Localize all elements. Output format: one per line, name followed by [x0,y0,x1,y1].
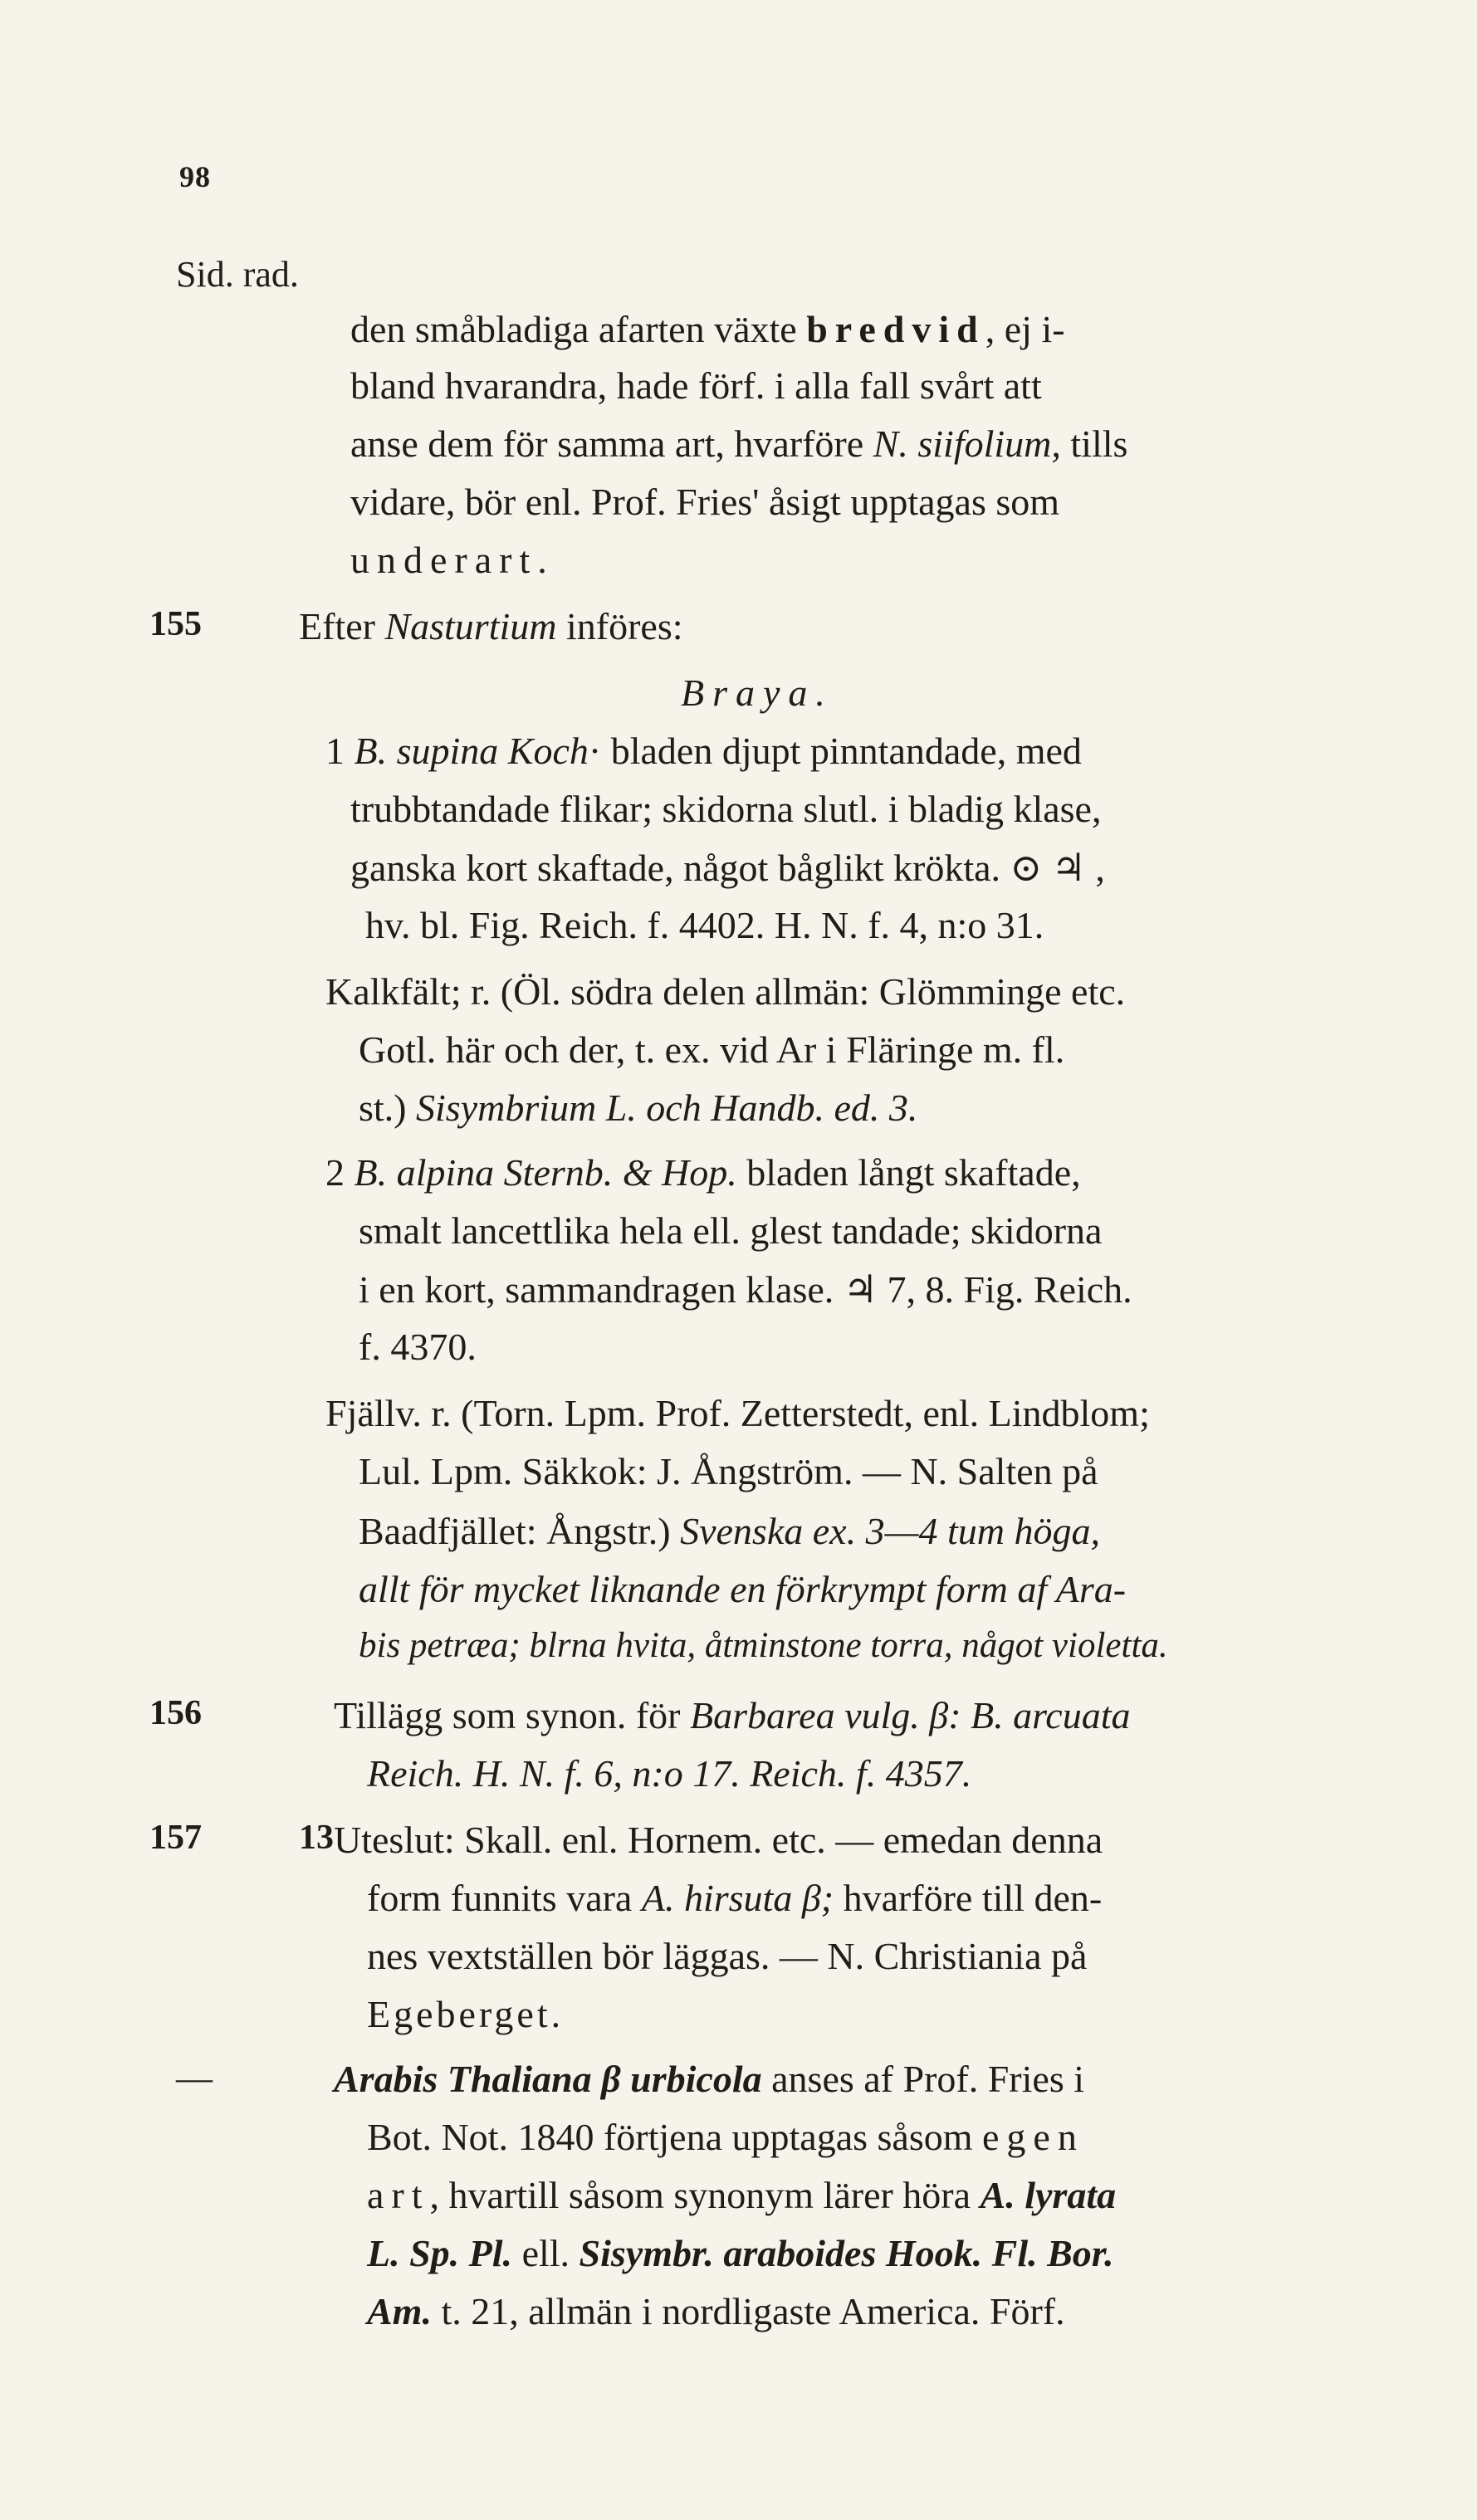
line-text: den småbladiga afarten växte bredvid, ej i- [350,308,1065,350]
line-text: Am. t. 21, allmän i nordligaste America. Förf. [367,2290,1065,2332]
text-line [0,2231,1477,2283]
line-text: Kalkfält; r. (Öl. södra delen allmän: Glömminge etc. [325,970,1126,1013]
text-line [0,1509,1477,1560]
line-text: L. Sp. Pl. ell. Sisymbr. araboides Hook. Fl. Bor. [367,2232,1114,2274]
line-text: Gotl. här och der, t. ex. vid Ar i Fläringe m. fl. [359,1028,1065,1071]
text-line [0,1267,1477,1318]
line-ref-number: 13 [299,1819,334,1857]
text-line [0,1209,1477,1260]
line-text: vidare, bör enl. Prof. Fries' åsigt upptagas som [350,481,1060,523]
line-text: bland hvarandra, hade förf. i alla fall svårt att [350,364,1042,407]
text-line [0,1391,1477,1443]
text-line [0,422,1477,473]
line-text: ganska kort skaftade, något båglikt krökta. ⊙ ♃ , [350,847,1105,889]
line-text: i en kort, sammandragen klase. ♃ 7, 8. Fig. Reich. [359,1268,1132,1311]
text-line [0,364,1477,415]
line-text: trubbtandade flikar; skidorna slutl. i bladig klase, [350,788,1102,830]
line-text: smalt lancettlika hela ell. glest tandade; skidorna [359,1209,1103,1252]
line-text: Fjällv. r. (Torn. Lpm. Prof. Zetterstedt, enl. Lindblom; [325,1392,1150,1434]
line-text: form funnits vara A. hirsuta β; hvarföre till den- [367,1877,1103,1919]
line-text: Lul. Lpm. Säkkok: J. Ångström. — N. Salten på [359,1450,1098,1492]
text-line [0,1567,1477,1619]
page-ref-number: 157 [149,1819,202,1857]
text-line [0,729,1477,780]
text-line [0,1693,1477,1745]
text-line [0,2173,1477,2225]
line-text: underart. [350,539,555,581]
text-line [0,480,1477,531]
text-line [0,1449,1477,1501]
page-ref-number: 155 [149,605,202,643]
line-text: Efter Nasturtium införes: [299,605,683,647]
line-text: Bot. Not. 1840 förtjena upptagas såsom egen [367,2116,1084,2158]
text-line [0,1934,1477,1985]
genus-title: Braya. [681,672,834,714]
line-text: Egeberget. [367,1993,565,2035]
text-line [0,1992,1477,2044]
text-line [0,1086,1477,1137]
line-text: Baadfjället: Ångstr.) Svenska ex. 3—4 tum höga, [359,1510,1100,1552]
text-line [0,1818,1477,1869]
text-line [0,2115,1477,2166]
line-text: f. 4370. [359,1326,477,1368]
ditto-dash: — [176,2058,213,2098]
line-text: nes vextställen bör läggas. — N. Christiania på [367,1935,1088,1977]
line-text: anse dem för samma art, hvarföre N. siifolium, tills [350,422,1128,465]
text-line [0,2289,1477,2341]
line-text: Reich. H. N. f. 6, n:o 17. Reich. f. 4357. [367,1752,972,1795]
text-line [0,538,1477,589]
text-line [0,1150,1477,1202]
line-text: Arabis Thaliana β urbicola anses af Prof. Fries i [334,2058,1084,2100]
text-line [0,2057,1477,2108]
page-number: 98 [179,160,211,193]
line-text: 1 B. supina Koch· bladen djupt pinntandade, med [325,730,1082,772]
text-line [0,604,1477,656]
genus-heading [0,671,1477,722]
text-line [0,969,1477,1021]
text-line [0,1876,1477,1927]
text-line [0,1325,1477,1376]
line-text: art, hvartill såsom synonym lärer höra A. lyrata [367,2174,1117,2216]
text-line [0,903,1477,955]
line-text: 2 B. alpina Sternb. & Hop. bladen långt skaftade, [325,1151,1081,1194]
text-line [0,1751,1477,1803]
text-line [0,1625,1477,1677]
column-header: Sid. rad. [176,254,299,295]
page-ref-number: 156 [149,1694,202,1732]
line-text: bis petræa; blrna hvita, åtminstone torra, något violetta. [359,1626,1168,1665]
text-line [0,1028,1477,1079]
text-line [0,845,1477,896]
line-text: allt för mycket liknande en förkrympt form af Ara- [359,1568,1127,1610]
line-text: Tillägg som synon. för Barbarea vulg. β: B. arcuata [334,1694,1131,1736]
text-line [0,307,1477,359]
text-line [0,787,1477,838]
line-text: st.) Sisymbrium L. och Handb. ed. 3. [359,1087,918,1129]
line-text: Uteslut: Skall. enl. Hornem. etc. — emedan denna [334,1819,1103,1861]
line-text: hv. bl. Fig. Reich. f. 4402. H. N. f. 4, n:o 31. [365,904,1044,946]
